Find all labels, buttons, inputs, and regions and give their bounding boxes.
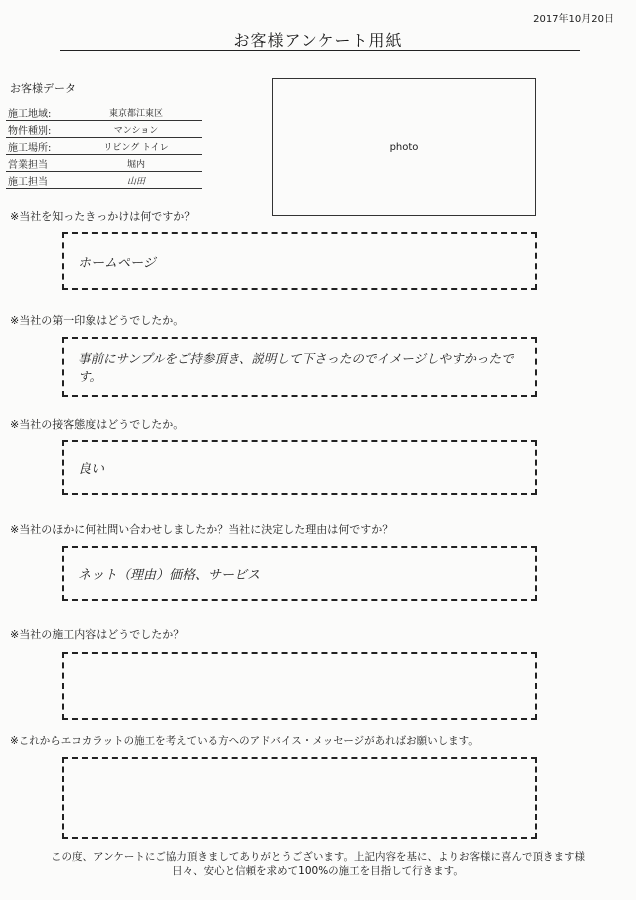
question-4: ※当社のほかに何社問い合わせしましたか？当社に決定した理由は何ですか？ (10, 523, 394, 536)
survey-date: 2017年10月20日 (533, 14, 614, 25)
answer-box-3 (62, 440, 537, 495)
photo-placeholder (272, 78, 536, 216)
footer-message (0, 850, 636, 878)
answer-box-4 (62, 546, 537, 601)
row-value: 山田 (70, 172, 202, 189)
table-row (6, 138, 202, 155)
question-5: ※当社の施工内容はどうでしたか？ (10, 628, 185, 641)
answer-text-3: 良い (78, 462, 105, 477)
answer-box-6 (62, 757, 537, 839)
row-value: マンション (70, 121, 202, 138)
question-2: ※当社の第一印象はどうでしたか。 (10, 314, 185, 327)
row-key: 物件種別: (6, 121, 70, 138)
customer-data-label: お客様データ (10, 82, 76, 95)
question-6: ※これからエコカラットの施工を考えている方へのアドバイス・メッセージがあればお願いします。 (10, 735, 479, 747)
row-value: 東京都江東区 (70, 104, 202, 121)
row-key: 施工場所: (6, 138, 70, 155)
page-title: お客様アンケート用紙 (233, 31, 403, 50)
answer-box-5 (62, 652, 537, 720)
customer-data-table (6, 104, 202, 189)
answer-text-2: 事前にサンプルをご持参頂き、説明して下さったのでイメージしやすかったです。 (78, 351, 514, 384)
footer-line-1: この度、アンケートにご協力頂きましてありがとうございます。上記内容を基に、よりお客様に喜んで頂きます様 (50, 851, 586, 863)
answer-text-1: ホームページ (78, 255, 156, 271)
table-row (6, 121, 202, 138)
answer-box-1 (62, 232, 537, 290)
question-3: ※当社の接客態度はどうでしたか。 (10, 418, 185, 431)
row-key: 施工担当 (6, 172, 70, 189)
row-value: リビング トイレ (70, 138, 202, 155)
answer-text-4: ネット（理由）価格、サービス (78, 568, 261, 583)
table-row (6, 155, 202, 172)
table-row (6, 104, 202, 121)
answer-box-2 (62, 337, 537, 397)
title-underline (60, 50, 580, 51)
row-value: 堀内 (70, 155, 202, 172)
question-1: ※当社を知ったきっかけは何ですか？ (10, 210, 196, 223)
photo-label: photo (389, 141, 419, 153)
row-key: 施工地域: (6, 104, 70, 121)
row-key: 営業担当 (6, 155, 70, 172)
footer-line-2: 日々、安心と信頼を求めて100%の施工を目指して行きます。 (172, 865, 464, 877)
table-row (6, 172, 202, 189)
